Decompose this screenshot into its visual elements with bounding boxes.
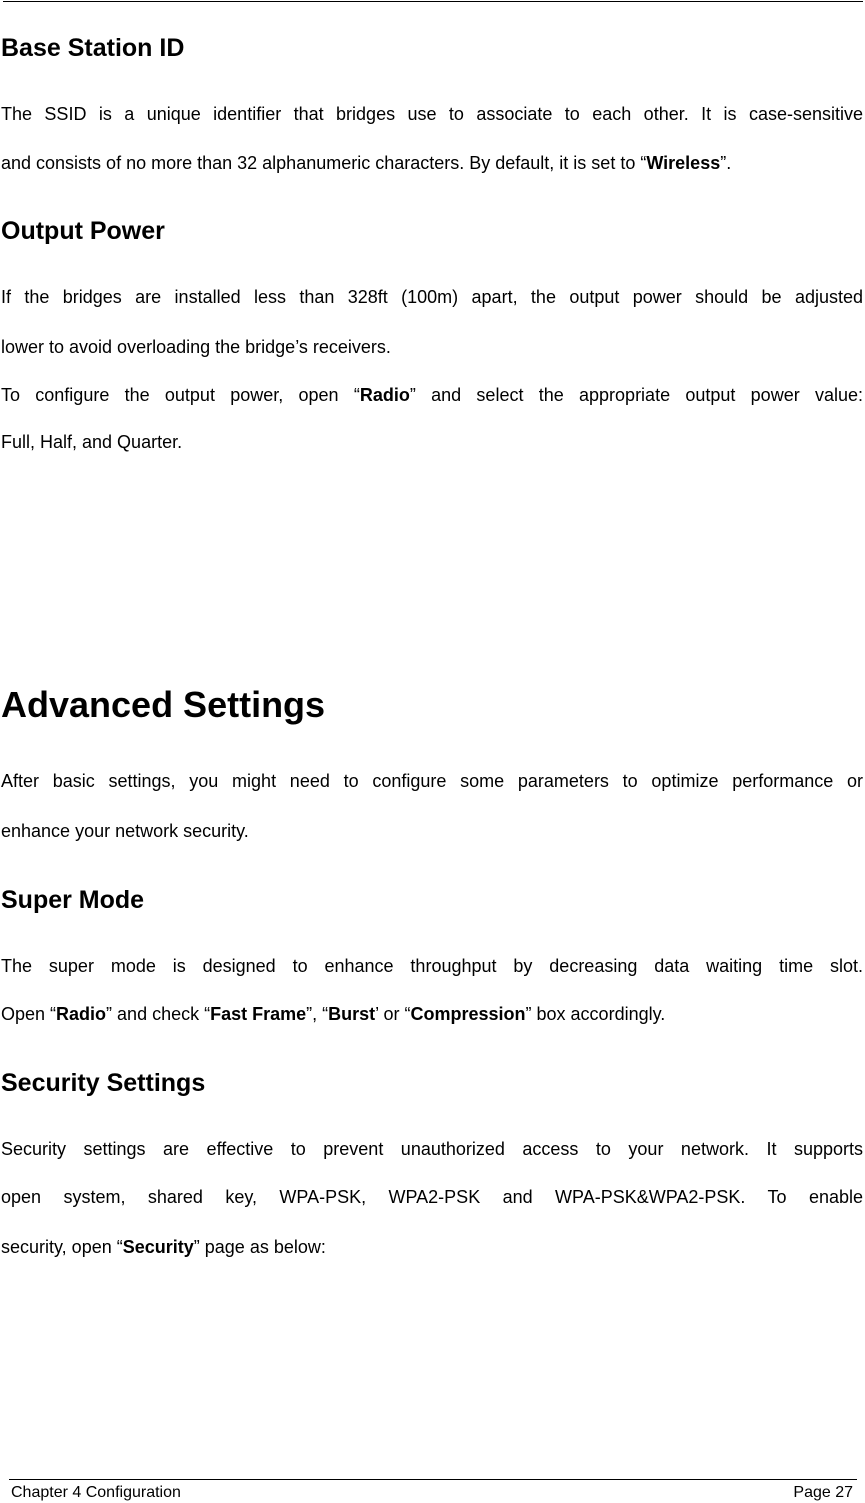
security-line-1: Security settings are effective to prevent unauthorized access to your network. It supports xyxy=(1,1139,863,1159)
heading-base-station-id: Base Station ID xyxy=(1,34,185,62)
heading-security-settings: Security Settings xyxy=(1,1069,206,1097)
footer-rule xyxy=(9,1479,857,1480)
advanced-line-1: After basic settings, you might need to configure some parameters to optimize performance or xyxy=(1,771,863,791)
footer-page-number: Page 27 xyxy=(793,1484,853,1501)
top-rule xyxy=(3,1,863,2)
security-line-3: security, open “Security” page as below: xyxy=(1,1237,326,1257)
advanced-line-2: enhance your network security. xyxy=(1,821,249,841)
heading-advanced-settings: Advanced Settings xyxy=(1,684,326,725)
radio-term: Radio xyxy=(359,385,410,405)
security-line-2: open system, shared key, WPA-PSK, WPA2-PSK and WPA-PSK&WPA2-PSK. To enable xyxy=(1,1187,863,1207)
footer-chapter: Chapter 4 Configuration xyxy=(11,1484,181,1501)
heading-output-power: Output Power xyxy=(1,217,165,245)
heading-super-mode: Super Mode xyxy=(1,886,145,914)
output-power-line-4: Full, Half, and Quarter. xyxy=(1,432,183,452)
base-station-line-2: and consists of no more than 32 alphanumeric characters. By default, it is set to “Wireless”. xyxy=(1,153,732,173)
base-station-line-1: The SSID is a unique identifier that bridges use to associate to each other. It is case-sensitive xyxy=(1,104,863,124)
radio-term: Radio xyxy=(56,1004,107,1024)
wireless-term: Wireless xyxy=(646,153,721,173)
fast-frame-term: Fast Frame xyxy=(210,1004,307,1024)
output-power-line-2: lower to avoid overloading the bridge’s receivers. xyxy=(1,337,391,357)
output-power-line-3: To configure the output power, open “Radio” and select the appropriate output power value: xyxy=(1,385,864,405)
super-mode-line-1: The super mode is designed to enhance throughput by decreasing data waiting time slot. xyxy=(1,956,863,976)
security-term: Security xyxy=(122,1237,194,1257)
burst-term: Burst xyxy=(328,1004,376,1024)
super-mode-line-2: Open “Radio” and check “Fast Frame”, “Burst’ or “Compression” box accordingly. xyxy=(1,1004,666,1024)
output-power-line-1: If the bridges are installed less than 328ft (100m) apart, the output power should be adjusted xyxy=(1,287,863,307)
compression-term: Compression xyxy=(410,1004,526,1024)
